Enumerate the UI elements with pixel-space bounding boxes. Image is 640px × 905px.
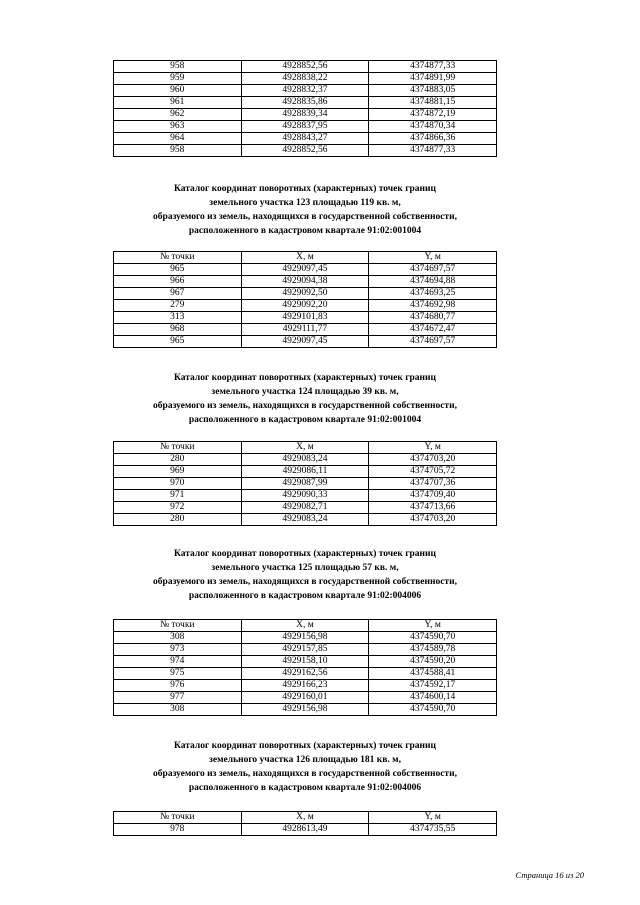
x-coordinate-cell: 4928832,37 [241, 85, 369, 97]
coordinates-table [113, 441, 497, 526]
y-coordinate-cell: 4374883,05 [369, 85, 497, 97]
table-row [114, 61, 497, 73]
table-header-row [114, 252, 497, 264]
heading-line: расположенного в кадастровом квартале 91:02:001004 [188, 226, 422, 236]
x-coordinate-cell: 4928852,56 [241, 145, 369, 157]
heading-line: образуемого из земель, находящихся в государственной собственности, [153, 769, 457, 779]
point-number-cell: 971 [114, 490, 242, 502]
point-number-cell: 279 [114, 300, 242, 312]
y-coordinate-cell: 4374697,57 [369, 264, 497, 276]
y-coordinate-cell: 4374703,20 [369, 454, 497, 466]
x-coordinate-cell: 4929156,98 [241, 632, 369, 644]
table-row [114, 288, 497, 300]
point-number-cell: 968 [114, 324, 242, 336]
table-header-row [114, 620, 497, 632]
point-number-cell: 969 [114, 466, 242, 478]
coordinates-table [113, 811, 497, 836]
x-coordinate-cell: 4928852,56 [241, 61, 369, 73]
y-coordinate-cell: 4374881,15 [369, 97, 497, 109]
x-coordinate-cell: 4929097,45 [241, 336, 369, 348]
heading-line: образуемого из земель, находящихся в государственной собственности, [153, 401, 457, 411]
point-number-header: № точки [114, 620, 242, 632]
table-row [114, 97, 497, 109]
y-coordinate-cell: 4374866,36 [369, 133, 497, 145]
y-coordinate-cell: 4374694,88 [369, 276, 497, 288]
x-coordinate-cell: 4929160,01 [241, 692, 369, 704]
x-header: X, м [241, 620, 369, 632]
y-header: Y, м [369, 442, 497, 454]
table-row [114, 824, 497, 836]
point-number-cell: 959 [114, 73, 242, 85]
point-number-cell: 313 [114, 312, 242, 324]
point-number-cell: 966 [114, 276, 242, 288]
x-header: X, м [241, 442, 369, 454]
x-coordinate-cell: 4929086,11 [241, 466, 369, 478]
y-coordinate-cell: 4374692,98 [369, 300, 497, 312]
point-number-cell: 308 [114, 704, 242, 716]
x-coordinate-cell: 4928613,49 [241, 824, 369, 836]
point-number-cell: 972 [114, 502, 242, 514]
heading-line: Каталог координат поворотных (характерных) точек границ [174, 741, 436, 751]
x-coordinate-cell: 4929082,71 [241, 502, 369, 514]
table-row [114, 264, 497, 276]
y-header: Y, м [369, 620, 497, 632]
page-number: Страница 16 из 20 [515, 870, 584, 880]
point-number-cell: 964 [114, 133, 242, 145]
y-coordinate-cell: 4374590,70 [369, 632, 497, 644]
point-number-cell: 963 [114, 121, 242, 133]
table-row [114, 336, 497, 348]
y-coordinate-cell: 4374703,20 [369, 514, 497, 526]
catalog-heading [100, 739, 510, 795]
point-number-cell: 970 [114, 478, 242, 490]
table-row [114, 324, 497, 336]
table-row [114, 704, 497, 716]
point-number-cell: 967 [114, 288, 242, 300]
point-number-cell: 960 [114, 85, 242, 97]
x-coordinate-cell: 4929162,56 [241, 668, 369, 680]
point-number-cell: 308 [114, 632, 242, 644]
y-coordinate-cell: 4374680,77 [369, 312, 497, 324]
table-row [114, 478, 497, 490]
table-header-row [114, 442, 497, 454]
table-row [114, 668, 497, 680]
point-number-header: № точки [114, 812, 242, 824]
x-header: X, м [241, 252, 369, 264]
x-coordinate-cell: 4928837,95 [241, 121, 369, 133]
y-coordinate-cell: 4374590,20 [369, 656, 497, 668]
heading-line: расположенного в кадастровом квартале 91:02:004006 [188, 591, 422, 601]
point-number-header: № точки [114, 442, 242, 454]
table-row [114, 145, 497, 157]
table-row [114, 85, 497, 97]
point-number-cell: 962 [114, 109, 242, 121]
table-row [114, 644, 497, 656]
x-coordinate-cell: 4929097,45 [241, 264, 369, 276]
x-coordinate-cell: 4929094,38 [241, 276, 369, 288]
table-row [114, 680, 497, 692]
x-coordinate-cell: 4929111,77 [241, 324, 369, 336]
y-coordinate-cell: 4374713,66 [369, 502, 497, 514]
point-number-cell: 973 [114, 644, 242, 656]
y-coordinate-cell: 4374877,33 [369, 145, 497, 157]
y-header: Y, м [369, 812, 497, 824]
table-row [114, 109, 497, 121]
y-coordinate-cell: 4374592,17 [369, 680, 497, 692]
heading-line: земельного участка 124 площадью 39 кв. м, [211, 387, 399, 397]
catalog-heading [100, 547, 510, 603]
x-coordinate-cell: 4929087,99 [241, 478, 369, 490]
point-number-cell: 965 [114, 336, 242, 348]
heading-line: земельного участка 126 площадью 181 кв. м, [209, 755, 401, 765]
x-coordinate-cell: 4929083,24 [241, 514, 369, 526]
table-row [114, 312, 497, 324]
point-number-cell: 977 [114, 692, 242, 704]
x-coordinate-cell: 4928838,22 [241, 73, 369, 85]
table-row [114, 300, 497, 312]
point-number-cell: 958 [114, 61, 242, 73]
point-number-cell: 280 [114, 454, 242, 466]
x-coordinate-cell: 4928835,86 [241, 97, 369, 109]
table-row [114, 490, 497, 502]
point-number-cell: 976 [114, 680, 242, 692]
table-row [114, 73, 497, 85]
table-row [114, 502, 497, 514]
table-row [114, 466, 497, 478]
x-coordinate-cell: 4929083,24 [241, 454, 369, 466]
heading-line: образуемого из земель, находящихся в государственной собственности, [153, 577, 457, 587]
y-coordinate-cell: 4374707,36 [369, 478, 497, 490]
coordinates-table [113, 251, 497, 348]
heading-line: Каталог координат поворотных (характерных) точек границ [174, 373, 436, 383]
heading-line: земельного участка 123 площадью 119 кв. м, [209, 198, 401, 208]
y-coordinate-cell: 4374877,33 [369, 61, 497, 73]
x-coordinate-cell: 4929157,85 [241, 644, 369, 656]
x-coordinate-cell: 4929156,98 [241, 704, 369, 716]
point-number-cell: 975 [114, 668, 242, 680]
coordinates-table [113, 60, 497, 157]
y-coordinate-cell: 4374588,41 [369, 668, 497, 680]
y-coordinate-cell: 4374735,55 [369, 824, 497, 836]
x-header: X, м [241, 812, 369, 824]
point-number-cell: 280 [114, 514, 242, 526]
table-row [114, 276, 497, 288]
table-row [114, 454, 497, 466]
heading-line: расположенного в кадастровом квартале 91:02:004006 [188, 783, 422, 793]
y-coordinate-cell: 4374709,40 [369, 490, 497, 502]
y-coordinate-cell: 4374590,70 [369, 704, 497, 716]
table-row [114, 133, 497, 145]
y-coordinate-cell: 4374600,14 [369, 692, 497, 704]
heading-line: Каталог координат поворотных (характерных) точек границ [174, 184, 436, 194]
coordinates-table [113, 619, 497, 716]
y-header: Y, м [369, 252, 497, 264]
point-number-cell: 961 [114, 97, 242, 109]
x-coordinate-cell: 4929166,23 [241, 680, 369, 692]
table-header-row [114, 812, 497, 824]
y-coordinate-cell: 4374672,47 [369, 324, 497, 336]
x-coordinate-cell: 4929090,33 [241, 490, 369, 502]
table-row [114, 692, 497, 704]
y-coordinate-cell: 4374870,34 [369, 121, 497, 133]
point-number-header: № точки [114, 252, 242, 264]
table-row [114, 632, 497, 644]
catalog-heading [100, 371, 510, 427]
table-row [114, 656, 497, 668]
x-coordinate-cell: 4929092,50 [241, 288, 369, 300]
y-coordinate-cell: 4374589,78 [369, 644, 497, 656]
catalog-heading [100, 182, 510, 238]
point-number-cell: 974 [114, 656, 242, 668]
table-row [114, 514, 497, 526]
heading-line: земельного участка 125 площадью 57 кв. м, [211, 563, 399, 573]
point-number-cell: 965 [114, 264, 242, 276]
table-row [114, 121, 497, 133]
x-coordinate-cell: 4929101,83 [241, 312, 369, 324]
heading-line: расположенного в кадастровом квартале 91:02:001004 [188, 415, 422, 425]
y-coordinate-cell: 4374697,57 [369, 336, 497, 348]
point-number-cell: 978 [114, 824, 242, 836]
y-coordinate-cell: 4374693,25 [369, 288, 497, 300]
x-coordinate-cell: 4929158,10 [241, 656, 369, 668]
x-coordinate-cell: 4928839,34 [241, 109, 369, 121]
point-number-cell: 958 [114, 145, 242, 157]
heading-line: образуемого из земель, находящихся в государственной собственности, [153, 212, 457, 222]
y-coordinate-cell: 4374872,19 [369, 109, 497, 121]
y-coordinate-cell: 4374705,72 [369, 466, 497, 478]
x-coordinate-cell: 4928843,27 [241, 133, 369, 145]
x-coordinate-cell: 4929092,20 [241, 300, 369, 312]
y-coordinate-cell: 4374891,99 [369, 73, 497, 85]
heading-line: Каталог координат поворотных (характерных) точек границ [174, 549, 436, 559]
